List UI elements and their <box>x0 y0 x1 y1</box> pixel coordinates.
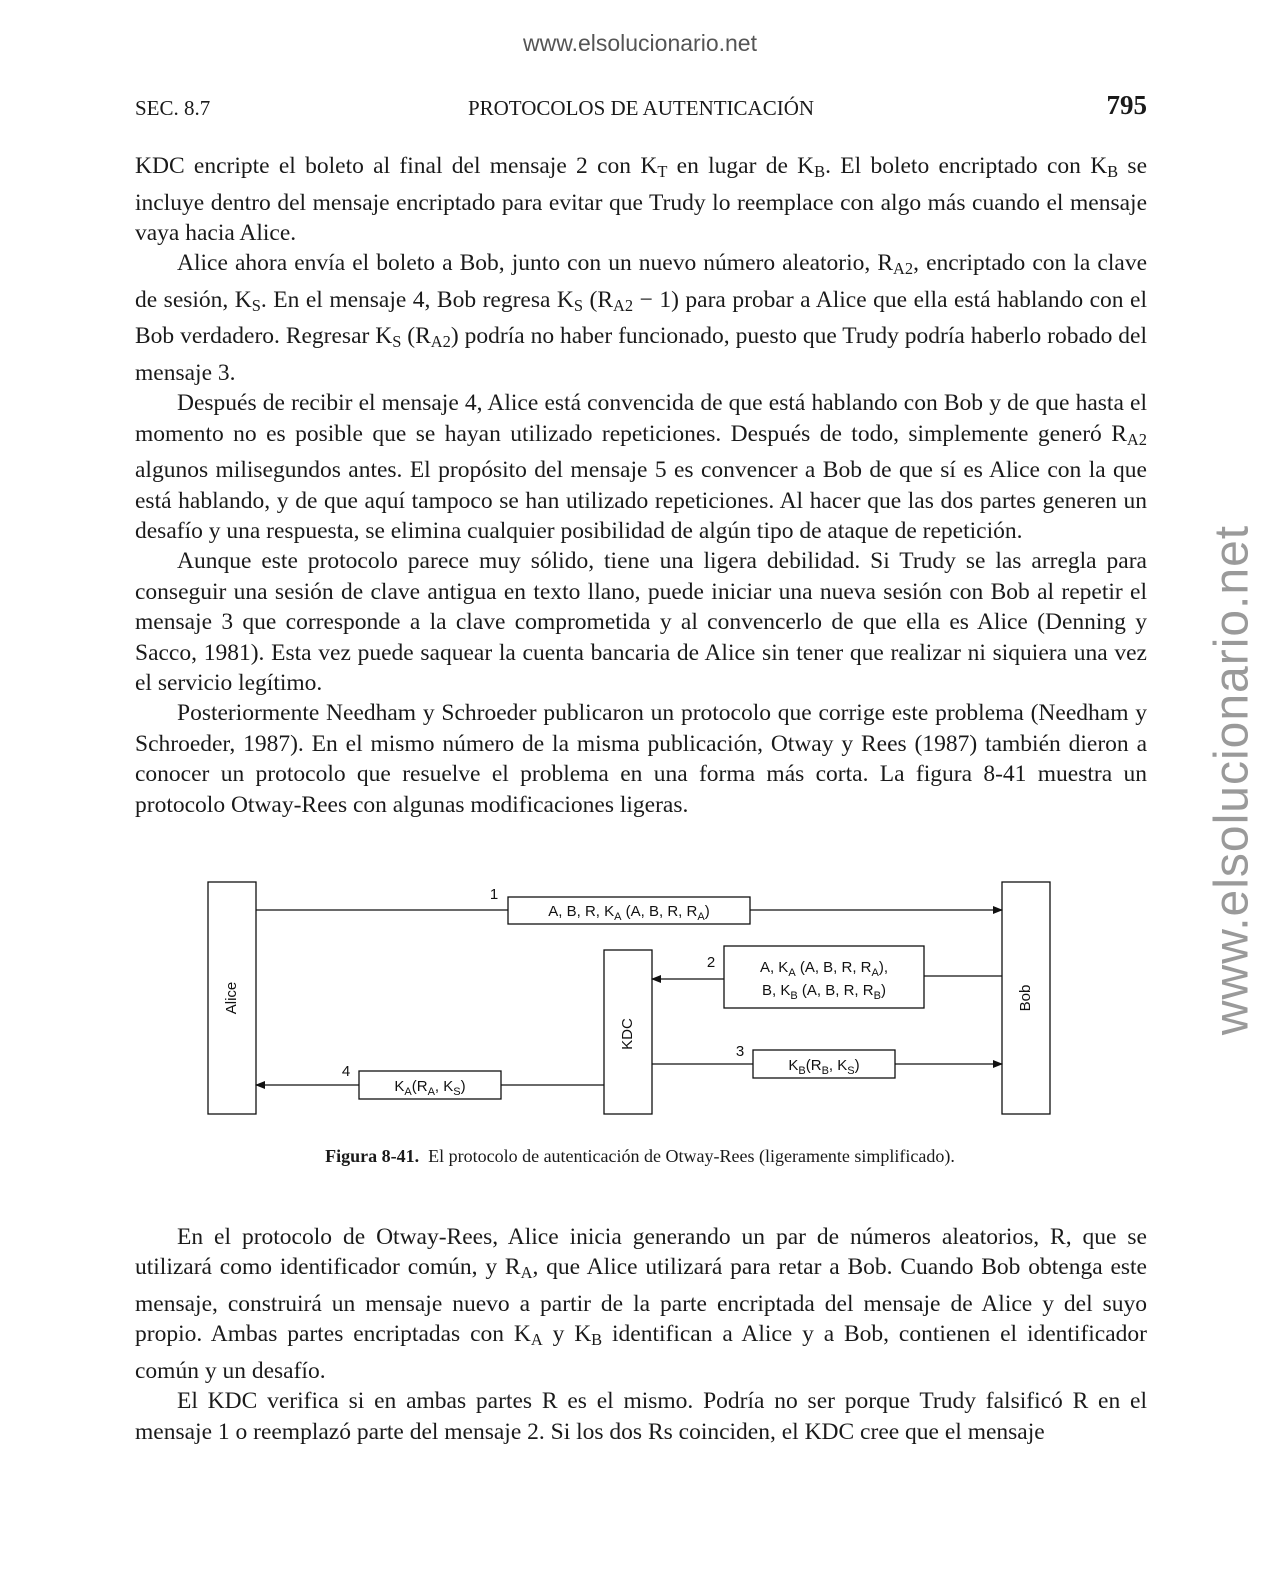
message-2-label-line2: B, $K_B$ (A, B, R, $R_B$) <box>762 982 886 1002</box>
paragraph: En el protocolo de Otway-Rees, Alice inicia generando un par de números aleatorios, R, que se utilizará como identificador común, y $R_A$, que Alice utilizará para retar a Bob. Cuando Bob obtenga este mensaje, construirá un mensaje nuevo a partir de la parte encriptada del mensaje de Alice y del suyo propio. Ambas partes encriptadas con $K_A$ y $K_B$ identifican a Alice y a Bob, contienen el identificador común y un desafío. <box>135 1224 1147 1384</box>
message-2 <box>652 946 1002 1008</box>
message-2-label-line1: A, $K_A$ (A, B, R, $R_A$), <box>759 959 889 979</box>
page-number: 795 <box>1106 90 1147 120</box>
running-head <box>135 90 1147 126</box>
paragraph: Después de recibir el mensaje 4, Alice está convencida de que está hablando con Bob y de que hasta el momento no es posible que se hayan utilizado repeticiones. Después de todo, simplemente generó $R_{A2}$ algunos milisegundos antes. El propósito del mensaje 5 es convencer a Bob de que sí es Alice con la que está hablando, y de que aquí tampoco se han utilizado repeticiones. Al hacer que las dos partes generen un desafío y una respuesta, se elimina cualquier posibilidad de algún tipo de ataque de repetición. <box>135 390 1147 545</box>
figure-caption-text: El protocolo de autenticación de Otway-Rees (ligeramente simplificado). <box>428 1146 955 1166</box>
message-3 <box>652 1043 1002 1078</box>
watermark-top: www.elsolucionario.net <box>523 30 757 56</box>
alice-party <box>208 882 256 1114</box>
alice-label: Alice <box>222 981 240 1015</box>
running-title: PROTOCOLOS DE AUTENTICACIÓN <box>467 96 815 120</box>
message-1-number: 1 <box>489 886 499 903</box>
message-1-label: A, B, R, $K_A$ (A, B, R, $R_A$) <box>548 903 710 923</box>
message-4-number: 4 <box>341 1063 351 1080</box>
paragraph: El KDC verifica si en ambas partes R es el mismo. Podría no ser porque Trudy falsificó R en el mensaje 1 o reemplazó parte del mensaje 2. Si los dos Rs coinciden, el KDC cree que el mensaje <box>135 1388 1147 1445</box>
bob-party <box>1002 882 1050 1114</box>
message-3-label: $K_B(R_B$, $K_S$) <box>788 1057 860 1077</box>
section-number: SEC. 8.7 <box>135 96 211 120</box>
message-2-number: 2 <box>706 954 716 971</box>
kdc-party <box>604 950 652 1114</box>
figure-caption <box>0 1146 1280 1167</box>
paragraph: Posteriormente Needham y Schroeder publicaron un protocolo que corrige este problema (Needham y Schroeder, 1987). En el mismo número de la misma publicación, Otway y Rees (1987) también dieron a conocer un protocolo que resuelve el problema en una forma más corta. La figura 8-41 muestra un protocolo Otway-Rees con algunas modificaciones ligeras. <box>135 700 1147 818</box>
message-4-label: $K_A(R_A$, $K_S$) <box>394 1078 466 1098</box>
body-text-bottom <box>135 1222 1147 1447</box>
figure-caption-label: Figura 8-41. <box>325 1146 420 1166</box>
kdc-label: KDC <box>618 1018 636 1050</box>
body-text-top <box>135 151 1147 820</box>
message-4 <box>256 1063 604 1099</box>
watermark-side: www.elsolucionario.net <box>1205 524 1259 1036</box>
paragraph: Aunque este protocolo parece muy sólido, tiene una ligera debilidad. Si Trudy se las arregla para conseguir una sesión de clave antigua en texto llano, puede iniciar una nueva sesión con Bob al repetir el mensaje 3 que corresponde a la clave comprometida y al convencerlo de que ella es Alice (Denning y Sacco, 1981). Esta vez puede saquear la cuenta bancaria de Alice sin tener que realizar ni siquiera una vez el servicio legítimo. <box>135 548 1147 697</box>
message-3-number: 3 <box>735 1043 745 1060</box>
message-1 <box>256 886 1002 924</box>
paragraph: Alice ahora envía el boleto a Bob, junto con un nuevo número aleatorio, $R_{A2}$, encriptado con la clave de sesión, $K_S$. En el mensaje 4, Bob regresa $K_S$ $(R_{A2} - 1)$ para probar a Alice que ella está hablando con el Bob verdadero. Regresar $K_S$ $(R_{A2})$ podría no haber funcionado, puesto que Trudy podría haberlo robado del mensaje 3. <box>135 250 1148 386</box>
otway-rees-diagram <box>190 868 1080 1130</box>
paragraph: KDC encripte el boleto al final del mensaje 2 con $K_T$ en lugar de $K_B$. El boleto encriptado con $K_B$ se incluye dentro del mensaje encriptado para evitar que Trudy lo reemplace con algo más cuando el mensaje vaya hacia Alice. <box>135 153 1148 246</box>
bob-label: Bob <box>1016 984 1034 1012</box>
